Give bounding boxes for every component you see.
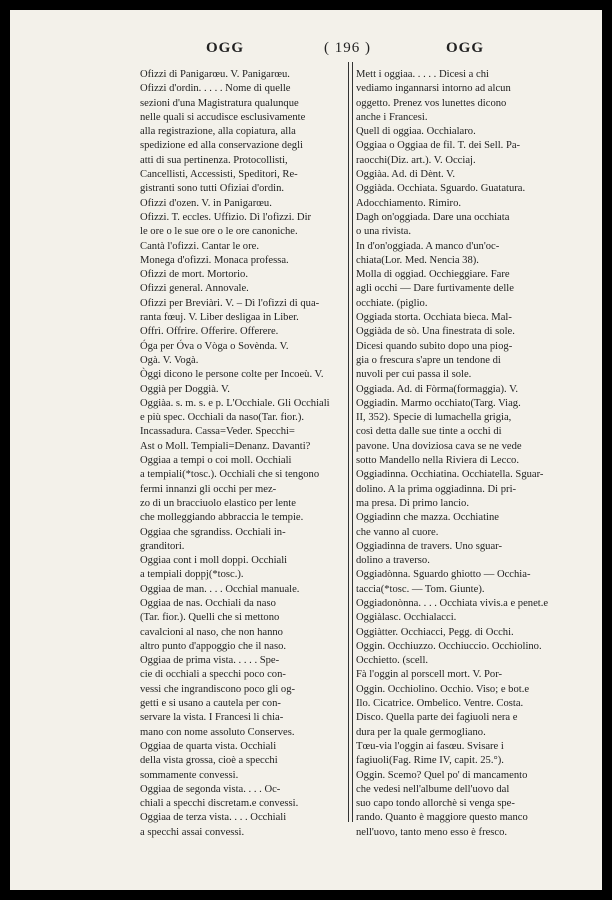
text-line: nuvoli per cui passa il sole. [356, 369, 472, 381]
text-line: Quell di oggiaa. Occhialaro. [356, 126, 476, 138]
text-line: Ofizzi d'ordin. . . . . Nome di quelle [140, 83, 291, 95]
text-line: Oggiàda de sò. Una finestrata di sole. [356, 326, 515, 338]
text-line: Óga per Óva o Vòga o Sovènda. V. [140, 340, 289, 352]
dictionary-page [10, 10, 602, 890]
text-line: Dagh on'oggiada. Dare una occhiata [356, 211, 510, 223]
left-column [140, 68, 344, 840]
text-line: zo di un bracciuolo elastico per lente [140, 497, 296, 509]
text-line: e più spec. Occhiali da naso(Tar. fior.). [140, 412, 304, 424]
text-line: Oggin. Occhiuzzo. Occhiuccio. Occhiolino. [356, 640, 542, 652]
text-line: granditori. [140, 540, 185, 552]
text-line: suo capo tondo allorchè si venga spe- [356, 798, 515, 810]
page-number: ( 196 ) [324, 40, 371, 56]
text-line: che molleggiando abbraccia le tempie. [140, 512, 304, 524]
text-line: Oggiàa. s. m. s. e p. L'Occhiale. Gli Occhiali [140, 397, 330, 409]
text-line: gia o frescura s'apre un tendone di [356, 354, 501, 366]
text-line: Offrì. Offrire. Offerire. Offerere. [140, 326, 279, 338]
text-line: Oggiaa de prima vista. . . . . Spe- [140, 655, 280, 667]
text-line: dura per la quale germogliano. [356, 726, 486, 738]
text-line: Tœu-via l'oggin ai fasœu. Svisare i [356, 740, 504, 752]
text-line: Oggiaa a tempi o coi moll. Occhiali [140, 455, 292, 467]
text-line: Ofizzi di Panigarœu. V. Panigarœu. [140, 69, 290, 80]
text-line: Ofizzi per Breviàri. V. – Dì l'ofizzi di qua- [140, 297, 320, 309]
text-line: Molla di oggiad. Occhieggiare. Fare [356, 269, 510, 281]
text-line: ranta fœuj. V. Liber desligaa in Liber. [140, 312, 299, 324]
text-line: Cantà l'ofizzi. Cantar le ore. [140, 240, 259, 252]
text-line: Oggiadinn che mazza. Occhiatine [356, 512, 499, 524]
text-line: In d'on'oggiada. A manco d'un'oc- [356, 240, 500, 252]
text-line: alla registrazione, alla copiatura, alla [140, 126, 296, 138]
text-line: a tempiali(*tosc.). Occhiali che si tengono [140, 469, 320, 481]
text-line: dolino. A la prima oggiadinna. Di pri- [356, 483, 517, 495]
text-line: Oggiadonònna. . . . Occhiata vivis.a e penet.e [356, 597, 549, 609]
text-line: cie di occhiali a specchi poco con- [140, 669, 286, 681]
text-line: Incassadura. Cassa=Veder. Specchi= [140, 426, 295, 438]
text-line: mano con nome assoluto Conserves. [140, 726, 295, 738]
text-line: ma presa. Di primo lancio. [356, 497, 469, 509]
text-line: atti di sua pertinenza. Protocollisti, [140, 154, 288, 166]
text-line: servare la vista. I Francesi li chia- [140, 712, 284, 724]
text-line: Ilo. Cicatrice. Ombelico. Ventre. Costa. [356, 698, 524, 710]
text-line: nelle quali si accudisce esclusivamente [140, 111, 306, 123]
text-line: Oggiada. Ad. di Fòrma(formaggia). V. [356, 383, 519, 395]
text-line: taccia(*tosc. — Tom. Giunte). [356, 583, 485, 595]
column-divider [348, 62, 353, 822]
text-line: Oggiàtter. Occhiacci, Pegg. di Occhi. [356, 626, 514, 638]
text-line: Occhietto. (scell. [356, 655, 429, 667]
text-line: Ast o Moll. Tempiali=Denanz. Davanti? [140, 440, 311, 452]
text-line: occhiate. (piglio. [356, 297, 428, 309]
text-line: o una rivista. [356, 226, 412, 238]
text-line: Oggiada storta. Occhiata bieca. Mal- [356, 312, 512, 324]
text-line: vessi che ingrandiscono poco gli og- [140, 683, 296, 695]
text-line: rando. Quanto è maggiore questo manco [356, 812, 528, 824]
text-line: sezioni d'una Magistratura qualunque [140, 97, 299, 109]
text-line: Oggiaa o Oggiaa de fil. T. dei Sell. Pa- [356, 140, 521, 152]
text-line: a tempiali doppj(*tosc.). [140, 569, 244, 581]
text-line: pavone. Una doviziosa cava se ne vede [356, 440, 522, 452]
text-line: (Tar. fior.). Quelli che si mettono [140, 612, 280, 624]
header-right-keyword: OGG [446, 40, 485, 56]
text-line: Cancellisti, Accessisti, Speditori, Re- [140, 169, 298, 181]
page-header [10, 40, 602, 60]
text-line: Oggiadònna. Sguardo ghiotto — Occhia- [356, 569, 531, 581]
text-line: Òggi dicono le persone colte per Incoeù. V. [140, 369, 324, 381]
text-line: Oggiàda. Occhiata. Sguardo. Guatatura. [356, 183, 526, 195]
header-left-keyword: OGG [206, 40, 245, 56]
text-line: Oggiàlasc. Occhialacci. [356, 612, 457, 624]
text-line: Ofizzi de mort. Mortorio. [140, 269, 248, 281]
text-line: Ofizzi general. Annovale. [140, 283, 249, 295]
text-line: Oggiaa de man. . . . Occhial manuale. [140, 583, 300, 595]
text-line: fagiuoli(Fag. Rime IV, capit. 25.°). [356, 755, 504, 767]
text-line: oggetto. Prenez vos lunettes dicono [356, 97, 507, 109]
text-line: II, 352). Specie di lumachella grigia, [356, 412, 512, 424]
text-line: sotto Mandello nella Riviera di Lecco. [356, 455, 519, 467]
text-line: Oggiadin. Marmo occhiato(Targ. Viag. [356, 397, 521, 409]
text-line: della vista grossa, cioè a specchi [140, 755, 278, 767]
text-line: Oggià per Doggià. V. [140, 383, 230, 395]
text-line: sommamente convessi. [140, 769, 239, 781]
text-line: gistranti sono tutti Ofiziai d'ordin. [140, 183, 285, 195]
text-line: Oggiaa de nas. Occhiali da naso [140, 597, 276, 609]
text-line: Adocchiamento. Rimiro. [356, 197, 462, 209]
text-line: Monega d'ofizzi. Monaca professa. [140, 254, 289, 266]
text-line: dolino a traverso. [356, 555, 430, 567]
text-line: che vedesi nell'albume dell'uovo dal [356, 783, 510, 795]
text-line: Ogà. V. Vogà. [140, 354, 199, 366]
text-line: nell'uovo, tanto meno esso è fresco. [356, 826, 508, 838]
right-column [356, 68, 564, 840]
text-line: Oggiaa cont i moll doppi. Occhiali [140, 555, 288, 567]
text-line: Oggiadinna de travers. Uno sguar- [356, 540, 502, 552]
text-line: Oggiàa. Ad. di Dènt. V. [356, 169, 456, 181]
text-line: Fà l'oggin al porscell mort. V. Por- [356, 669, 503, 681]
text-line: Oggin. Scemo? Quel po' di mancamento [356, 769, 528, 781]
text-line: altro punto d'appoggio che il naso. [140, 640, 287, 652]
text-line: Ofizzi d'ozen. V. in Panigarœu. [140, 197, 272, 209]
text-line: Oggin. Occhiolino. Occhio. Viso; e bot.e [356, 683, 530, 695]
text-line: fermi innanzi gli occhi per mez- [140, 483, 277, 495]
text-line: Oggiaa che sgrandiss. Occhiali in- [140, 526, 286, 538]
text-line: agli occhi — Dare furtivamente delle [356, 283, 514, 295]
text-line: getti e si usano a cautela per con- [140, 698, 281, 710]
text-line: così detta dalle sue tinte a occhi di [356, 426, 502, 438]
text-line: Mett i oggiaa. . . . . Dicesi a chi [356, 69, 489, 80]
text-line: Dicesi quando subito dopo una piog- [356, 340, 513, 352]
text-line: Oggiaa de terza vista. . . . Occhiali [140, 812, 287, 824]
text-line: le ore o le sue ore o le ore canoniche. [140, 226, 298, 238]
text-line: Ofizzi. T. eccles. Uffizio. Dì l'ofizzi. Dir [140, 211, 312, 223]
text-line: cavalcioni al naso, che non hanno [140, 626, 283, 638]
text-line: chiata(Lor. Med. Nencia 38). [356, 254, 479, 266]
text-line: a specchi assai convessi. [140, 826, 245, 838]
text-line: chiali a specchi discretam.e convessi. [140, 798, 299, 810]
text-line: vediamo ingannarsi intorno ad alcun [356, 83, 511, 95]
text-line: Disco. Quella parte dei fagiuoli nera e [356, 712, 518, 724]
text-line: che vanno al cuore. [356, 526, 439, 538]
text-line: anche i Francesi. [356, 111, 428, 123]
text-line: spedizione ed alla conservazione degli [140, 140, 303, 152]
text-line: Oggiaa de segonda vista. . . . Oc- [140, 783, 281, 795]
text-line: raocchi(Diz. art.). V. Occiaj. [356, 154, 476, 166]
text-line: Oggiadinna. Occhiatina. Occhiatella. Sguar- [356, 469, 544, 481]
text-line: Oggiaa de quarta vista. Occhiali [140, 740, 277, 752]
